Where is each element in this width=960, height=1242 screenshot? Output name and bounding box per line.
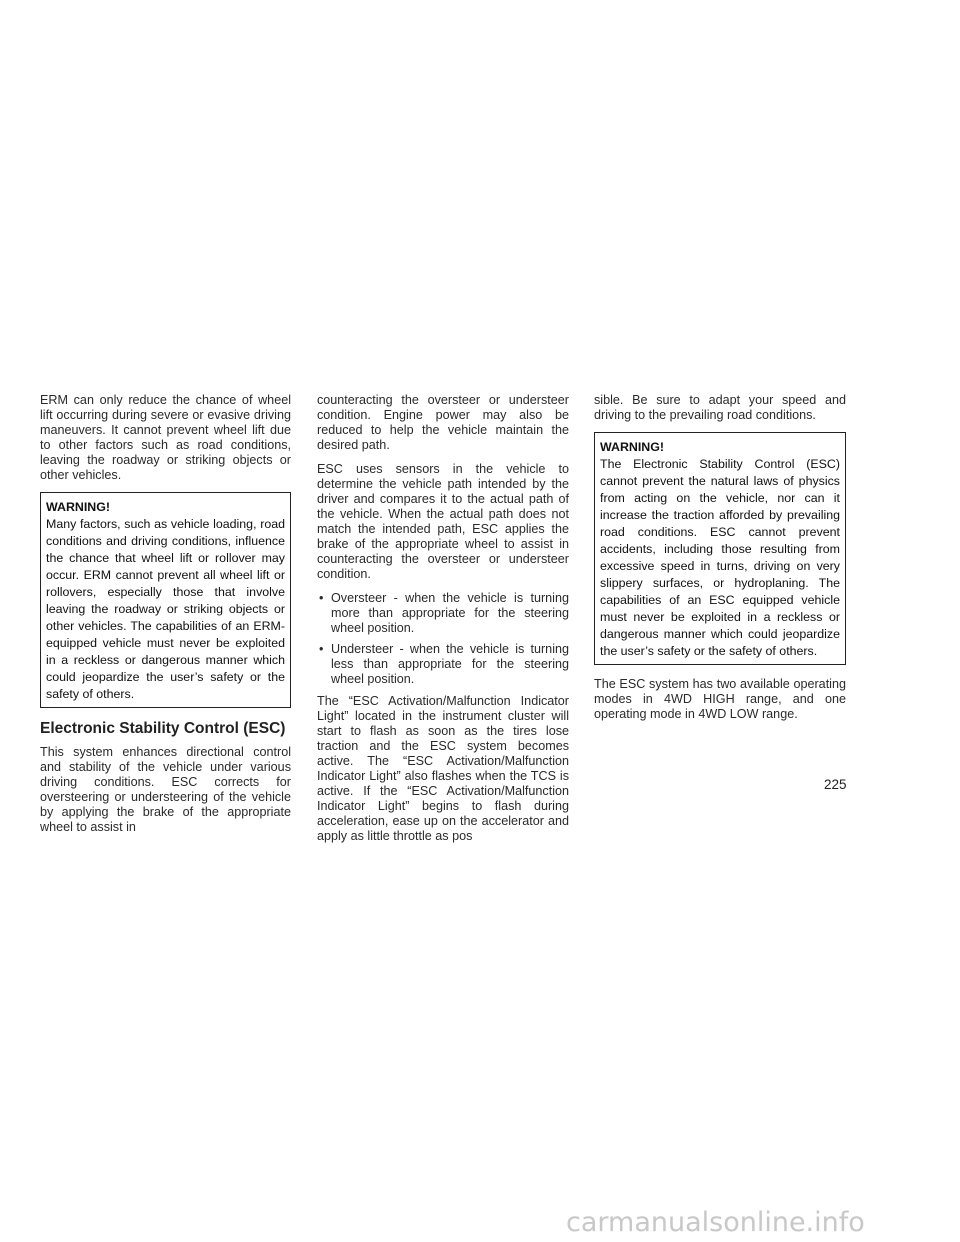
esc-sensors-paragraph: ESC uses sensors in the vehicle to determine the vehicle path intended by the driver and compares it to the actual path of the vehicle. When the actual path does not match the intended path, ESC applies the brake of the appropriate wheel to assist in counteracting the oversteer or understeer condition. (317, 462, 569, 581)
warning-body: The Electronic Stability Control (ESC) cannot prevent the natural laws of physics from acting on the vehicle, nor can it increase the traction afforded by prevailing road conditions. ESC cannot prevent accidents, including those resulting from excessive speed in turns, driving on very slippery surfaces, or hydroplaning. The capabilities of an ESC equipped vehicle must never be exploited in a reckless or dangerous manner which could jeopardize the user’s safety or the safety of others. (600, 457, 840, 658)
esc-intro-paragraph: This system enhances directional control and stability of the vehicle under various driving conditions. ESC corrects for oversteering or understeering of the vehicle by applying the brake of the appropriate wheel to assist in (40, 745, 291, 834)
list-item-text: Oversteer - when the vehicle is turning more than appropriate for the steering wheel position. (331, 591, 569, 635)
steer-list (317, 591, 569, 687)
warning-title: WARNING! (46, 500, 111, 514)
esc-continued-paragraph: counteracting the oversteer or understeer condition. Engine power may also be reduced to help the vehicle maintain the desired path. (317, 393, 569, 452)
column-right (594, 393, 846, 731)
column-left (40, 393, 291, 844)
erm-paragraph: ERM can only reduce the chance of wheel lift occurring during severe or evasive driving maneuvers. It cannot prevent wheel lift due to other factors such as road conditions, leaving the roadway or striking objects or other vehicles. (40, 393, 291, 482)
list-item-text: Understeer - when the vehicle is turning less than appropriate for the steering wheel position. (331, 642, 569, 686)
erm-warning-box (40, 492, 291, 708)
list-item (317, 642, 569, 687)
esc-warning-box (594, 432, 846, 665)
warning-body: Many factors, such as vehicle loading, road conditions and driving conditions, influence the chance that wheel lift or rollover may occur. ERM cannot prevent all wheel lift or rollovers, especially those that involve leaving the roadway or striking objects or other vehicles. The capabilities of an ERM-equipped vehicle must never be exploited in a reckless or dangerous manner which could jeopardize the user’s safety or the safety of others. (46, 517, 285, 701)
speed-paragraph: sible. Be sure to adapt your speed and driving to the prevailing road conditions. (594, 393, 846, 422)
section-heading: Electronic Stability Control (ESC) (40, 720, 286, 737)
bullet-icon: • (319, 591, 324, 605)
watermark: carmanualsonline.info (566, 1207, 865, 1238)
page-number: 225 (824, 777, 847, 792)
operating-modes-paragraph: The ESC system has two available operating modes in 4WD HIGH range, and one operating mode in 4WD LOW range. (594, 677, 846, 721)
warning-title: WARNING! (600, 440, 665, 454)
list-item (317, 591, 569, 636)
bullet-icon: • (319, 642, 324, 656)
column-middle (317, 393, 569, 853)
indicator-light-paragraph: The “ESC Activation/Malfunction Indicator Light” located in the instrument cluster will start to flash as soon as the tires lose traction and the ESC system becomes active. The “ESC Activation/Malfunction Indicator Light” also flashes when the TCS is active. If the “ESC Activation/Malfunction Indicator Light” begins to flash during acceleration, ease up on the accelerator and apply as little throttle as pos (317, 694, 569, 843)
